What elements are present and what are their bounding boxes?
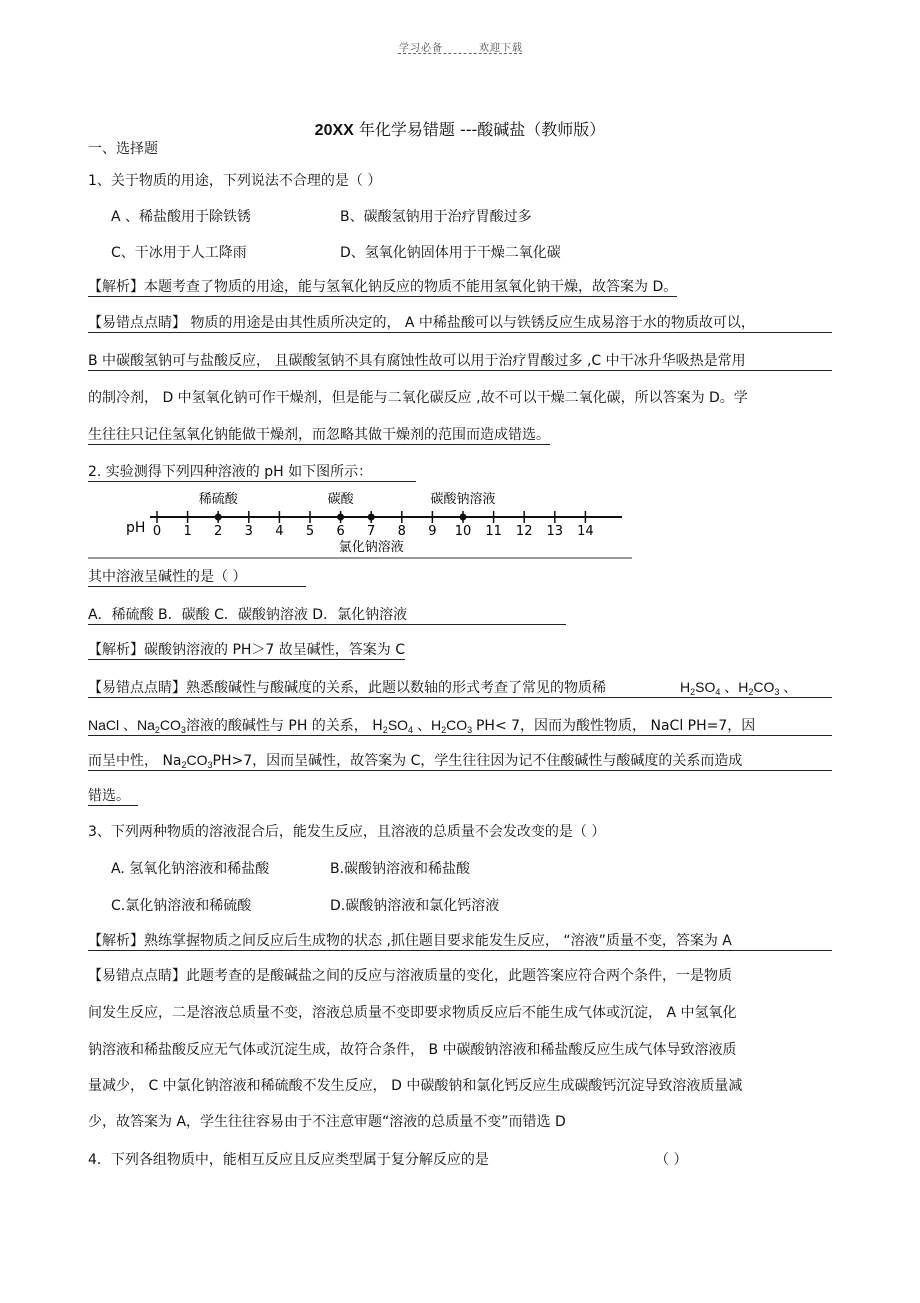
q3-option-a: A. 氢氧化钠溶液和稀盐酸 bbox=[111, 861, 270, 877]
page-title bbox=[0, 117, 920, 140]
ph-tick-label: 2 bbox=[214, 524, 223, 539]
q1-error-line-2: B 中碳酸氢钠可与盐酸反应， 且碳酸氢钠不具有腐蚀性故可以用于治疗胃酸过多 ,C 中干冰升华吸热是常用 bbox=[88, 352, 832, 371]
ph-marker bbox=[337, 514, 344, 521]
q3-error-line-4: 量减少， C 中氯化钠溶液和稀硫酸不发生反应， D 中碳酸钠和氯化钙反应生成碳酸钙沉淀导致溶液质量减 bbox=[88, 1078, 743, 1094]
q2-error-line-2-end: PH< 7，因而为酸性物质， NaCl PH=7，因 bbox=[475, 718, 756, 734]
q3-error-line-3: 钠溶液和稀盐酸反应无气体或沉淀生成，故符合条件， B 中碳酸钠溶液和稀盐酸反应生成气体导致溶液质 bbox=[88, 1042, 737, 1058]
q2-error-line-2-mid: 溶液的酸碱性与 PH 的关系， H bbox=[185, 718, 383, 734]
q3-option-c: C.氯化钠溶液和稀硫酸 bbox=[111, 898, 252, 914]
ph-tick-label: 3 bbox=[244, 524, 253, 539]
ph-tick-label: 14 bbox=[577, 524, 594, 539]
ph-tick-label: 10 bbox=[454, 524, 472, 539]
ph-marker bbox=[215, 514, 222, 521]
ph-tick-label: 1 bbox=[183, 524, 192, 539]
ph-tick-label: 13 bbox=[546, 524, 564, 539]
q2-error-line-3-end: PH>7，因而呈碱性，故答案为 C，学生往往因为记不住酸碱性与酸碱度的关系而造成 bbox=[212, 753, 743, 769]
q1-analysis: 【解析】本题考查了物质的用途，能与氢氧化钠反应的物质不能用氢氧化钠干燥，故答案为 D。 bbox=[88, 279, 678, 295]
q2-question: 其中溶液呈碱性的是（ ） bbox=[88, 568, 306, 587]
ph-tick-label: 5 bbox=[305, 524, 315, 539]
ph-solution-label: 氯化钠溶液 bbox=[338, 540, 404, 555]
q3-error-line-5: 少，故答案为 A，学生往往容易由于不注意审题“溶液的总质量不变”而错选 D bbox=[88, 1114, 566, 1130]
q2-error-line-2: NaCl 、$Na_2CO_3$溶液的酸碱性与 PH 的关系， $H_2SO_4$ 、$H_2CO_3$ PH< 7，因而为酸性物质， NaCl PH=7，因 bbox=[88, 716, 832, 736]
header-right: 欢迎下载 bbox=[479, 43, 523, 54]
q1-error-line-1: 【易错点点睛】 物质的用途是由其性质所决定的， A 中稀盐酸可以与铁锈反应生成易溶于水的物质故可以， bbox=[88, 314, 832, 333]
q1-option-a: A 、稀盐酸用于除铁锈 bbox=[111, 209, 252, 225]
title-year: 20XX bbox=[314, 122, 354, 139]
q2-error-line-3: 而呈中性， $Na_2CO_3PH>7$，因而呈碱性，故答案为 C，学生往往因为记不住酸碱性与酸碱度的关系而造成 bbox=[88, 751, 832, 771]
page-header bbox=[399, 39, 559, 54]
q2-error-line-3-start: 而呈中性， Na bbox=[88, 753, 182, 769]
q3-error-line-2: 间发生反应，二是溶液总质量不变，溶液总质量不变即要求物质反应后不能生成气体或沉淀， A 中氢氧化 bbox=[88, 1005, 737, 1021]
q1-stem: 1、关于物质的用途，下列说法不合理的是（ ） bbox=[88, 173, 382, 189]
q2-analysis: 【解析】碳酸钠溶液的 PH＞7 故呈碱性，答案为 C bbox=[88, 642, 406, 658]
q2-error-line-4: 错选。 bbox=[88, 787, 138, 806]
q1-error-line-3: 的制冷剂， D 中氢氧化钠可作干燥剂，但是能与二氧化碳反应 ,故不可以干燥二氧化碳，所以答案为 D。学 bbox=[88, 390, 748, 406]
ph-marker bbox=[368, 514, 375, 521]
ph-tick-label: 6 bbox=[336, 524, 345, 539]
q2-error-line-1: 【易错点点睛】熟悉酸碱性与酸碱度的关系，此题以数轴的形式考查了常见的物质稀 $H_2SO_4$ 、$H_2CO_3$ 、 bbox=[88, 678, 832, 698]
section-heading: 一、选择题 bbox=[88, 141, 158, 157]
ph-axis-label: pH bbox=[126, 520, 146, 536]
ph-number-line bbox=[0, 485, 920, 565]
q1-option-d: D、氢氧化钠固体用于干燥二氧化碳 bbox=[340, 245, 561, 261]
q2-options: A．稀硫酸 B．碳酸 C．碳酸钠溶液 D．氯化钠溶液 bbox=[88, 606, 566, 625]
q2-error-line-2-start: NaCl 、Na bbox=[88, 717, 155, 733]
q1-option-c: C、干冰用于人工降雨 bbox=[111, 245, 247, 261]
h2so4-formula: $H_2SO_4$ bbox=[680, 679, 721, 697]
q3-stem: 3、下列两种物质的溶液混合后，能发生反应，且溶液的总质量不会发改变的是（ ） bbox=[88, 824, 606, 840]
ph-tick-label: 11 bbox=[485, 524, 502, 539]
ph-tick-label: 8 bbox=[397, 524, 406, 539]
header-left: 学习必备 bbox=[399, 43, 443, 54]
ph-solution-label: 稀硫酸 bbox=[198, 492, 238, 507]
q3-analysis: 【解析】熟练掌握物质之间反应后生成物的状态 ,抓住题目要求能发生反应， “溶液”质量不变，答案为 A bbox=[88, 932, 832, 951]
q3-error-line-1: 【易错点点睛】此题考查的是酸碱盐之间的反应与溶液质量的变化，此题答案应符合两个条件，一是物质 bbox=[88, 968, 732, 984]
q1-option-b: B、碳酸氢钠用于治疗胃酸过多 bbox=[340, 209, 532, 225]
ph-tick-label: 4 bbox=[275, 524, 284, 539]
ph-tick-label: 7 bbox=[367, 524, 376, 539]
ph-solution-label: 碳酸 bbox=[327, 492, 354, 507]
ph-tick-label: 9 bbox=[428, 524, 437, 539]
q3-option-b: B.碳酸钠溶液和稀盐酸 bbox=[330, 861, 471, 877]
ph-tick-label: 12 bbox=[515, 524, 533, 539]
q3-option-d: D.碳酸钠溶液和氯化钙溶液 bbox=[330, 898, 500, 914]
q4-answer-paren: （ ） bbox=[655, 1152, 688, 1168]
q1-error-line-4: 生往往只记住氢氧化钠能做干燥剂，而忽略其做干燥剂的范围而造成错选。 bbox=[88, 427, 550, 443]
ph-tick-label: 0 bbox=[152, 524, 162, 539]
ph-solution-label: 碳酸钠溶液 bbox=[430, 492, 496, 507]
q2-error-line-1-text: 【易错点点睛】熟悉酸碱性与酸碱度的关系，此题以数轴的形式考查了常见的物质稀 bbox=[88, 680, 606, 696]
ph-marker bbox=[460, 514, 467, 521]
title-text: 年化学易错题 ---酸碱盐（教师版） bbox=[353, 120, 606, 139]
q2-stem: 2. 实验测得下列四种溶液的 pH 如下图所示： bbox=[88, 463, 416, 482]
q4-stem: 4．下列各组物质中，能相互反应且反应类型属于复分解反应的是 bbox=[88, 1152, 489, 1168]
header-rule bbox=[398, 53, 522, 54]
